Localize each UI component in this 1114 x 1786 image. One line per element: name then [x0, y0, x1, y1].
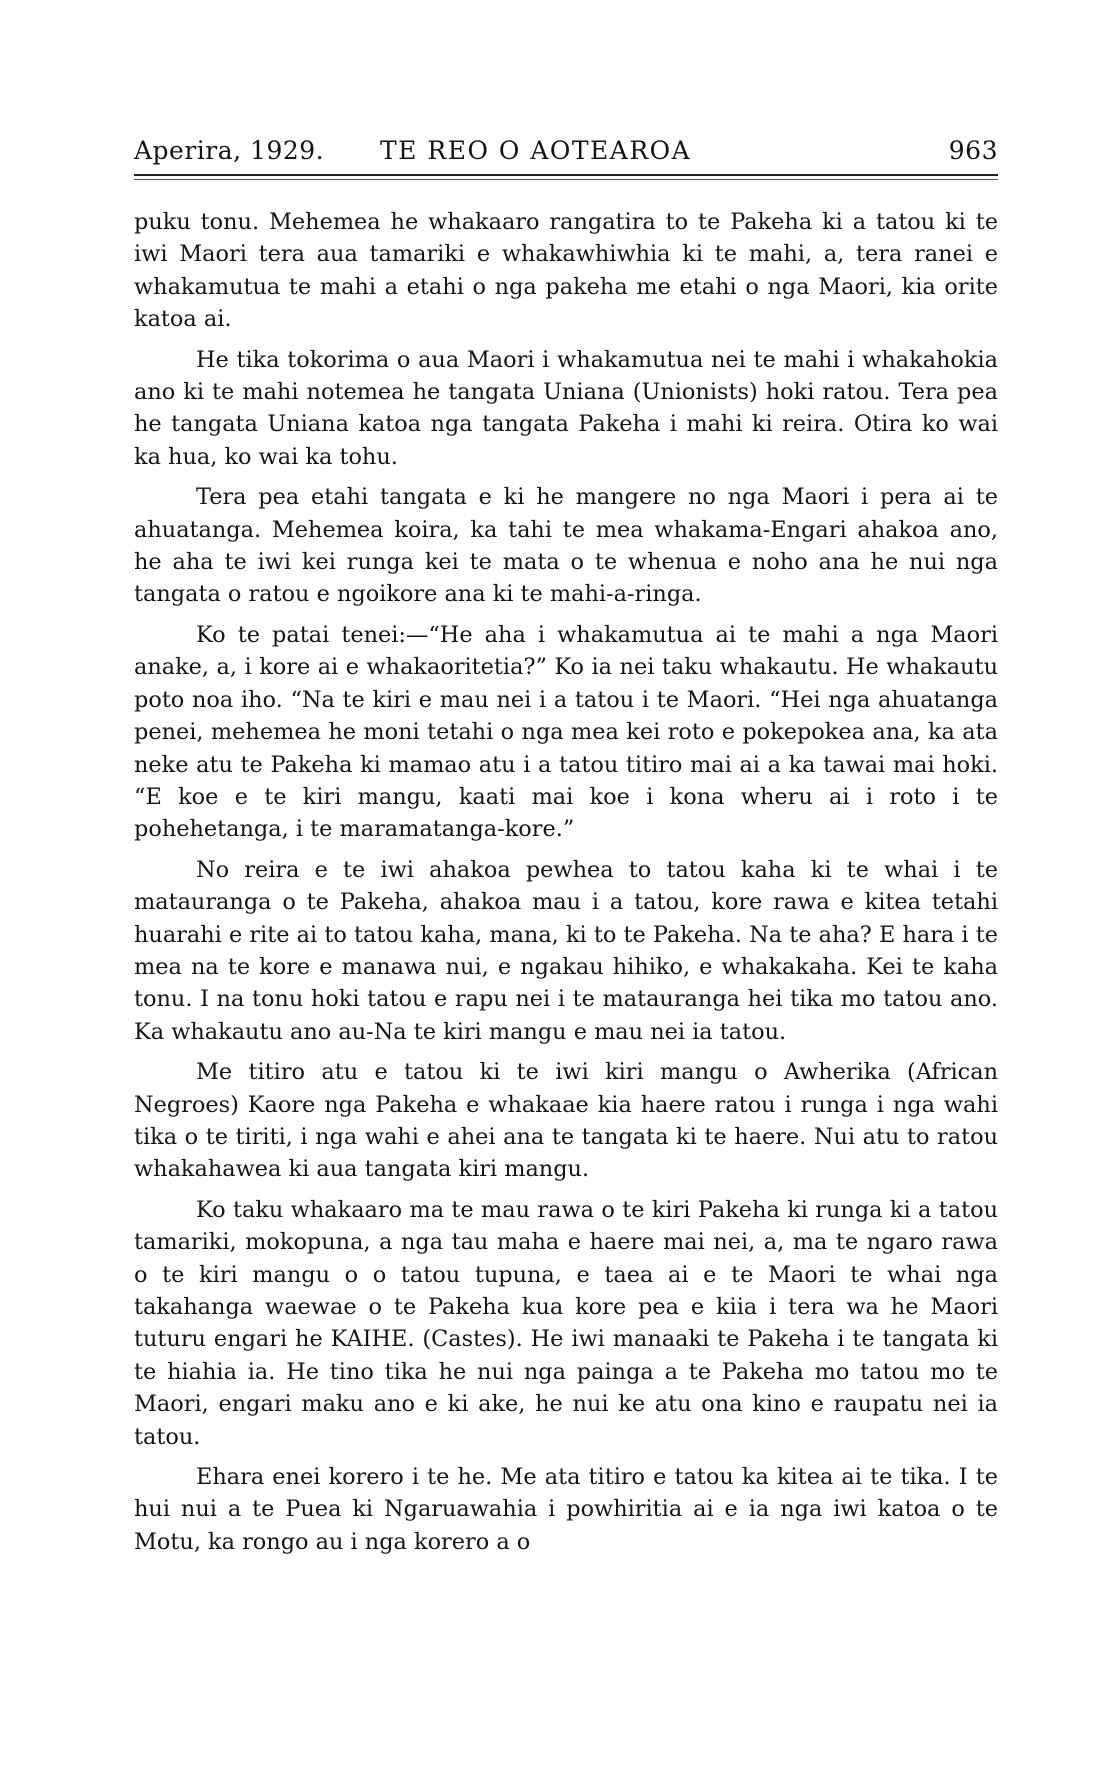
- paragraph: Me titiro atu e tatou ki te iwi kiri mangu o Awherika (African Negroes) Kaore nga Pakeha e whakaae kia haere ratou i runga i nga wahi tika o te tiriti, i nga wahi e ahei ana te tangata ki te haere. Nui atu to ratou whakahawea ki aua tangata kiri mangu.: [134, 1059, 998, 1183]
- paragraph: puku tonu. Mehemea he whakaaro rangatira to te Pakeha ki a tatou ki te iwi Maori tera aua tamariki e whakawhiwhia ki te mahi, a, tera ranei e whakamutua te mahi a etahi o nga pakeha me etahi o nga Maori, kia orite katoa ai.: [134, 209, 998, 333]
- running-header: [134, 128, 998, 168]
- paragraph: Tera pea etahi tangata e ki he mangere no nga Maori i pera ai te ahuatanga. Mehemea koira, ka tahi te mea whakama-Engari ahakoa ano, he aha te iwi kei runga kei te mata o te whenua e noho ana he nui nga tangata o ratou e ngoikore ana ki te mahi-a-ringa.: [134, 484, 998, 608]
- header-rule-thin: [134, 179, 998, 180]
- paragraph: Ko te patai tenei:—“He aha i whakamutua ai te mahi a nga Maori anake, a, i kore ai e whakaoritetia?” Ko ia nei taku whakautu. He whakautu poto noa iho. “Na te kiri e mau nei i a tatou i te Maori. “Hei nga ahuatanga penei, mehemea he moni tetahi o nga mea kei roto e pokepokea ana, ka ata neke atu te Pakeha ki mamao atu i a tatou titiro mai ai a ka tawai mai hoki. “E koe e te kiri mangu, kaati mai koe i kona wheru ai i roto i te pohehetanga, i te maramatanga-kore.”: [134, 621, 998, 843]
- paragraph: Ko taku whakaaro ma te mau rawa o te kiri Pakeha ki runga ki a tatou tamariki, mokopuna, a nga tau maha e haere mai nei, a, ma te ngaro rawa o te kiri mangu o o tatou tupuna, e taea ai e te Maori te whai nga takahanga waewae o te Pakeha kua kore pea e kiia i tera wa he Maori tuturu engari he KAIHE. (Castes). He iwi manaaki te Pakeha i te tangata ki te hiahia ia. He tino tika he nui nga painga a te Pakeha mo tatou mo te Maori, engari maku ano e ki ake, he nui ke atu ona kino e raupatu nei ia tatou.: [134, 1196, 998, 1450]
- header-date: Aperira, 1929.: [134, 136, 325, 165]
- paragraph: He tika tokorima o aua Maori i whakamutua nei te mahi i whakahokia ano ki te mahi notemea he tangata Uniana (Unionists) hoki ratou. Tera pea he tangata Uniana katoa nga tangata Pakeha i mahi ki reira. Otira ko wai ka hua, ko wai ka tohu.: [134, 346, 998, 470]
- paragraph: No reira e te iwi ahakoa pewhea to tatou kaha ki te whai i te matauranga o te Pakeha, ahakoa mau i a tatou, kore rawa e kitea tetahi huarahi e rite ai to tatou kaha, mana, ki to te Pakeha. Na te aha? E hara i te mea na te kore e manawa nui, e ngakau hihiko, e whakakaha. Kei te kaha tonu. I na tonu hoki tatou e rapu nei i te matauranga hei tika mo tatou ano. Ka whakautu ano au-Na te kiri mangu e mau nei ia tatou.: [134, 856, 998, 1045]
- article-body: [134, 206, 998, 1558]
- paragraph: Ehara enei korero i te he. Me ata titiro e tatou ka kitea ai te tika. I te hui nui a te Puea ki Ngaruawahia i powhiritia ai e ia nga iwi katoa o te Motu, ka rongo au i nga korero a o: [134, 1464, 998, 1555]
- page-number: 963: [948, 136, 998, 165]
- header-rule: [134, 174, 998, 176]
- journal-title: TE REO O AOTEAROA: [380, 136, 692, 165]
- journal-page: [134, 128, 998, 1566]
